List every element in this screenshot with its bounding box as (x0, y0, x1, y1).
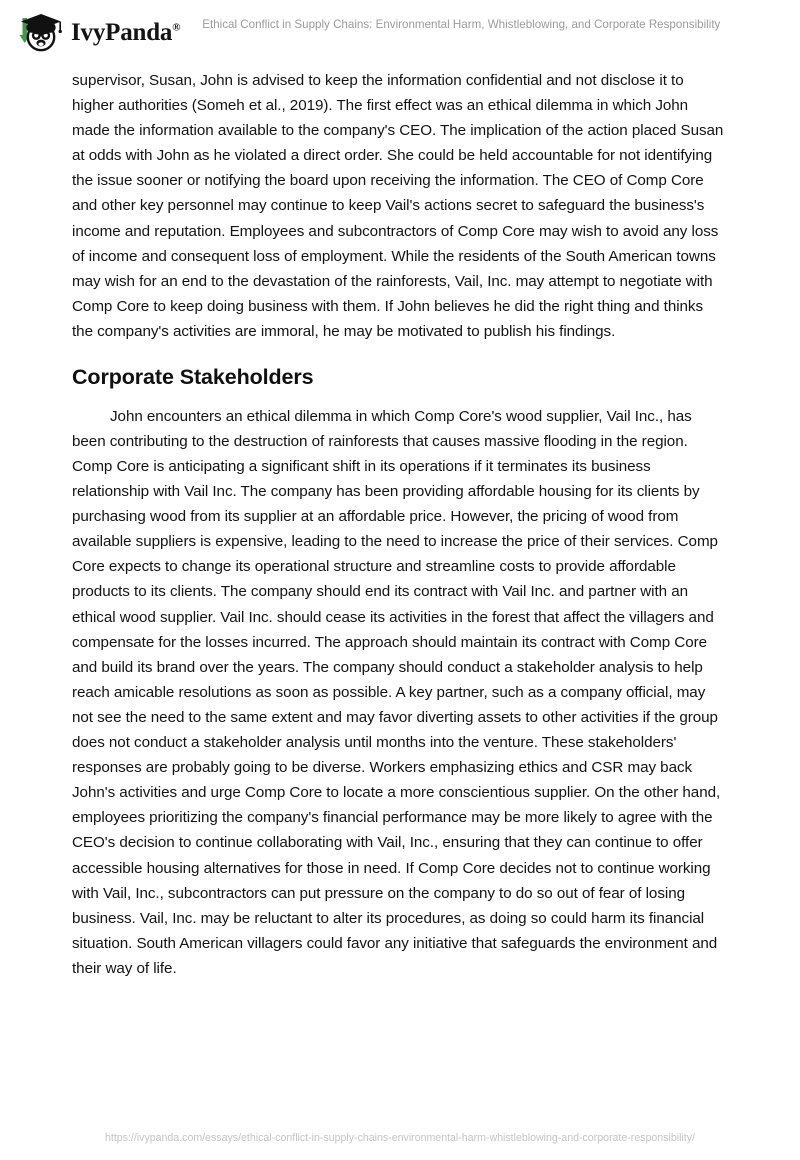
section-heading-corporate-stakeholders: Corporate Stakeholders (72, 365, 314, 390)
paragraph-continued: supervisor, Susan, John is advised to keep the information confidential and not disclose it to higher authorities (Someh et al., 2019). The first effect was an ethical dilemma in which John made the information available to the company's CEO. The implication of the action placed Susan at odds with John as he violated a direct order. She could be held accountable for not identifying the issue sooner or notifying the board upon receiving the information. The CEO of Comp Core and other key personnel may continue to keep Vail's actions secret to safeguard the business's income and reputation. Employees and subcontractors of Comp Core may wish to avoid any loss of income and consequent loss of employment. While the residents of the South American towns may wish for an end to the devastation of the rainforests, Vail, Inc. may attempt to negotiate with Comp Core to keep doing business with them. If John believes he did the right thing and thinks the company's activities are immoral, he may be motivated to publish his findings. (72, 72, 724, 340)
document-title: Ethical Conflict in Supply Chains: Environmental Harm, Whistleblowing, and Corporate Responsibility (202, 18, 721, 31)
page-footer (0, 1128, 800, 1146)
document-body (72, 68, 724, 981)
brand-logo[interactable] (16, 10, 180, 54)
brand-name-text: IvyPanda (71, 18, 173, 46)
brand-name (71, 20, 180, 45)
registered-mark: ® (172, 21, 181, 34)
source-url[interactable]: https://ivypanda.com/essays/ethical-conflict-in-supply-chains-environmental-harm-whistleblowing-and-corporate-responsibility/ (105, 1132, 695, 1144)
graduation-cap-panda-logo-icon (16, 10, 64, 54)
page-header (0, 0, 800, 62)
paragraph-corporate-stakeholders: John encounters an ethical dilemma in which Comp Core's wood supplier, Vail Inc., has been contributing to the destruction of rainforests that causes massive flooding in the region. Comp Core is anticipating a significant shift in its operations if it terminates its business relationship with Vail Inc. The company has been providing affordable housing for its clients by purchasing wood from its supplier at an affordable price. However, the pricing of wood from available suppliers is expensive, leading to the need to increase the price of their services. Comp Core expects to change its operational structure and streamline costs to provide affordable products to its clients. The company should end its contract with Vail Inc. and partner with an ethical wood supplier. Vail Inc. should cease its activities in the forest that affect the villagers and compensate for the losses incurred. The approach should maintain its contract with Comp Core and build its brand over the years. The company should conduct a stakeholder analysis to help reach amicable resolutions as soon as possible. A key partner, such as a company official, may not see the need to the same extent and may favor diverting assets to other activities if the group does not conduct a stakeholder analysis until months into the venture. These stakeholders' responses are probably going to be diverse. Workers emphasizing ethics and CSR may back John's activities and urge Comp Core to locate a more conscientious supplier. On the other hand, employees prioritizing the company's financial performance may be more likely to agree with the CEO's decision to continue collaborating with Vail, Inc., ensuring that they can continue to offer accessible housing alternatives for those in need. If Comp Core decides not to continue working with Vail, Inc., subcontractors can put pressure on the company to do so out of fear of losing business. Vail, Inc. may be reluctant to alter its procedures, as doing so could harm its financial situation. South American villagers could favor any initiative that safeguards the environment and their way of life. (72, 407, 721, 977)
